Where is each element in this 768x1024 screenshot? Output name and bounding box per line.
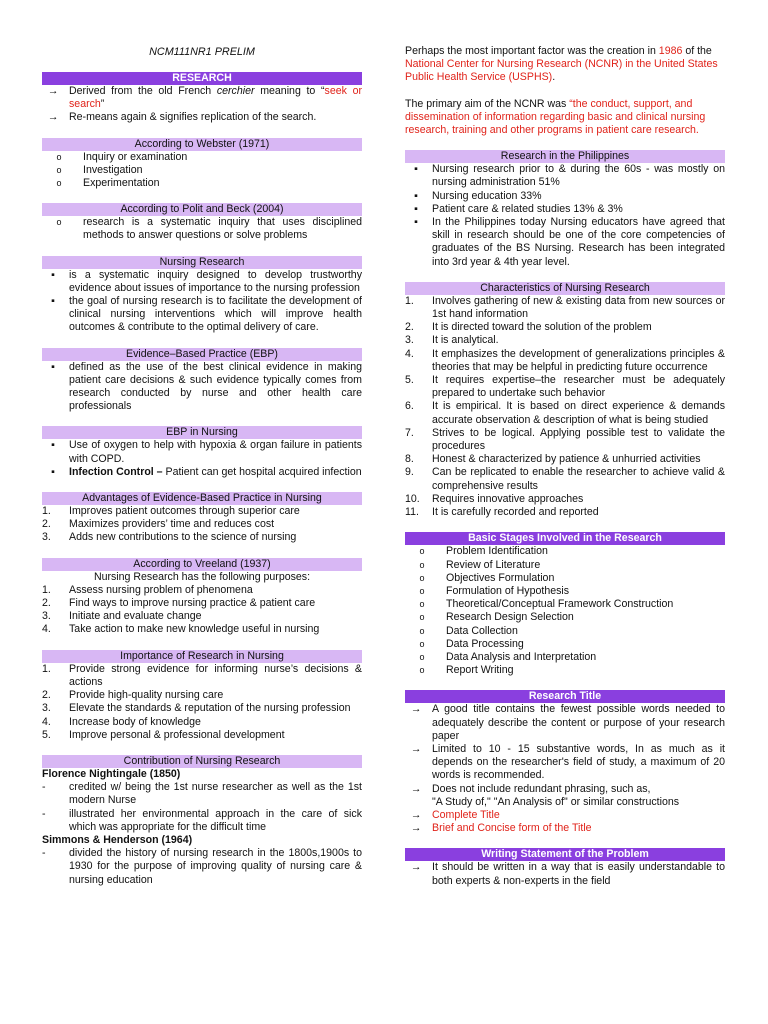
list-item: 3. Initiate and evaluate change [42,610,202,623]
list-item: o Data Analysis and Interpretation [405,651,725,664]
arrow-icon: → [410,822,422,835]
square-bullet-icon: ▪ [51,439,55,452]
list-item: 2. It is directed toward the solution of the problem [405,321,652,334]
square-bullet-icon: ▪ [51,465,55,478]
list-item: o Review of Literature [405,559,725,572]
dash-bullet-icon: - [42,781,46,794]
document-title: NCM111NR1 PRELIM [149,46,255,58]
philippines-heading: Research in the Philippines [405,150,725,163]
list-item: - divided the history of nursing research in the 1800s,1900s to 1930 for the purpose of improving quality of nursing care & nursing education [42,847,362,886]
list-item: ▪ In the Philippines today Nursing educators have agreed that skill in research should be one of the core competencies of graduates of the BS Nursing. Research has been integrated into 3rd year & 4th year level. [405,216,725,269]
stages-heading: Basic Stages Involved in the Research [405,532,725,545]
importance-heading: Importance of Research in Nursing [42,650,362,663]
research-title-heading: Research Title [405,690,725,703]
list-item: 3. Elevate the standards & reputation of the nursing profession [42,702,351,715]
circle-bullet-icon: o [419,638,425,649]
list-item: 2. Maximizes providers’ time and reduces cost [42,518,275,531]
square-bullet-icon: ▪ [414,163,418,176]
circle-bullet-icon: o [56,217,62,228]
list-item: 8. Honest & characterized by patience & unhurried activities [405,453,701,466]
circle-bullet-icon: o [419,585,425,596]
philippines-list [405,163,725,269]
list-item: 4. Increase body of knowledge [42,715,201,728]
webster-list [42,151,362,191]
list-item: → Brief and Concise form of the Title [405,822,725,835]
list-item: 4. Take action to make new knowledge useful in nursing [42,623,320,636]
webster-heading: According to Webster (1971) [42,138,362,151]
characteristics-heading: Characteristics of Nursing Research [405,282,725,295]
ebp-list [42,361,362,414]
list-item: o Data Collection [405,625,725,638]
arrow-icon: → [410,861,422,874]
circle-bullet-icon: o [56,178,62,189]
list-item: 1. Involves gathering of new & existing data from new sources or 1st hand information [405,294,725,321]
square-bullet-icon: ▪ [414,202,418,215]
list-item: o Experimentation [42,177,362,190]
list-item: 4. It emphasizes the development of generalizations principles & theories that may be helpful in predicting future occurrence [405,347,725,373]
list-item: 10. Requires innovative approaches [405,492,584,505]
vreeland-list [42,584,362,637]
list-item: → A good title contains the fewest possible words needed to adequately describe the content or purpose of your research paper [405,703,725,743]
list-item: 2. Find ways to improve nursing practice & patient care [42,597,316,610]
list-item: - illustrated her environmental approach in the care of sick which was appropriate for the difficult time [42,807,362,833]
list-item: o Research Design Selection [405,611,725,624]
list-item: 3. It is analytical. [405,334,499,347]
list-item: 5. It requires expertise–the researcher must be adequately prepared to undertake such behavior [405,374,725,400]
circle-bullet-icon: o [419,665,425,676]
ncnr-paragraph: Perhaps the most important factor was the creation in 1986 of the National Center for Nursing Research (NCNR) in the United States Public Health Service (USPHS). [405,45,718,84]
simmons-henderson-list [42,847,362,887]
advantages-list [42,505,362,545]
list-item: o Report Writing [405,664,725,677]
ebp-nursing-list [42,439,362,479]
square-bullet-icon: ▪ [414,216,418,229]
list-item: ▪ the goal of nursing research is to facilitate the development of clinical nursing interventions which will improve health outcomes & contribute to the optimal delivery of care. [42,295,362,335]
list-item: → Derived from the old French cerchier meaning to “seek or search” [42,85,362,111]
circle-bullet-icon: o [419,625,425,636]
circle-bullet-icon: o [56,164,62,175]
list-item: o Data Processing [405,638,725,651]
vreeland-intro: Nursing Research has the following purposes: [93,570,311,583]
dash-bullet-icon: - [42,807,46,820]
list-item: 6. It is empirical. It is based on direct experience & demands accurate observation & description of what is being studied [405,400,725,426]
list-item: 1. Improves patient outcomes through superior care [42,505,300,518]
square-bullet-icon: ▪ [51,295,55,308]
list-item: 2. Provide high-quality nursing care [42,689,224,702]
list-item: ▪ defined as the use of the best clinical evidence in making patient care decisions & such evidence typically comes from research conducted by nurse and other health care professionals [42,361,362,414]
list-item: 3. Adds new contributions to the science of nursing [42,531,297,544]
circle-bullet-icon: o [419,572,425,583]
list-item: ▪ Nursing education 33% [405,190,725,203]
arrow-icon: → [410,742,422,755]
list-item: 9. Can be replicated to enable the researcher to achieve valid & comprehensive results [405,466,725,492]
vreeland-heading: According to Vreeland (1937) [42,558,362,571]
circle-bullet-icon: o [419,599,425,610]
list-item: ▪ Patient care & related studies 13% & 3% [405,203,725,216]
list-item: o Inquiry or examination [42,151,362,164]
left-column [42,0,362,887]
ebp-heading: Evidence–Based Practice (EBP) [42,348,362,361]
polit-beck-heading: According to Polit and Beck (2004) [42,203,362,216]
ncnr-aim-paragraph: The primary aim of the NCNR was “the conduct, support, and dissemination of information regarding basic and clinical nursing research, training and other programs in patient care research. [405,97,706,137]
circle-bullet-icon: o [419,651,425,662]
ebp-nursing-heading: EBP in Nursing [42,426,362,439]
nightingale-list [42,781,362,834]
list-item: ▪ Use of oxygen to help with hypoxia & organ failure in patients with COPD. [42,439,362,465]
square-bullet-icon: ▪ [51,268,55,281]
list-item: o Objectives Formulation [405,572,725,585]
importance-list [42,663,362,742]
list-item: → Does not include redundant phrasing, such as, "A Study of," "An Analysis of" or similar constructions [405,783,725,809]
circle-bullet-icon: o [419,559,425,570]
polit-beck-list [42,216,362,242]
arrow-icon: → [47,85,59,97]
right-column [405,0,725,888]
list-item: → Complete Title [405,809,725,822]
statement-problem-list [405,861,725,887]
arrow-icon: → [410,782,422,795]
circle-bullet-icon: o [419,612,425,623]
list-item: o Formulation of Hypothesis [405,585,725,598]
list-item: → It should be written in a way that is easily understandable to both experts & non-experts in the field [405,861,725,887]
dash-bullet-icon: - [42,847,46,860]
list-item: o Investigation [42,164,362,177]
list-item: → Limited to 10 - 15 substantive words, In as much as it depends on the researcher's field of study, a maximum of 20 words is recommended. [405,743,725,783]
research-title-list [405,703,725,835]
list-item: 7. Strives to be logical. Applying possible test to validate the procedures [405,426,725,453]
list-item: 1. Assess nursing problem of phenomena [42,583,253,596]
list-item: 5. Improve personal & professional development [42,728,285,741]
arrow-icon: → [47,111,59,124]
nursing-research-heading: Nursing Research [42,256,362,269]
list-item: 11. It is carefully recorded and reported [405,506,599,519]
list-item: - credited w/ being the 1st nurse researcher as well as the 1st modern Nurse [42,781,362,807]
arrow-icon: → [410,703,422,716]
circle-bullet-icon: o [56,151,62,162]
list-item: ▪ Nursing research prior to & during the 60s - was mostly on nursing administration 51% [405,163,725,189]
list-item: → Re-means again & signifies replication of the search. [42,111,362,124]
statement-problem-heading: Writing Statement of the Problem [405,848,725,861]
simmons-henderson-name: Simmons & Henderson (1964) [42,833,193,846]
list-item: 1. Provide strong evidence for informing nurse’s decisions & actions [42,662,362,688]
advantages-heading: Advantages of Evidence-Based Practice in Nursing [42,492,362,505]
stages-list [405,545,725,677]
characteristics-list [405,295,725,519]
research-list [42,85,362,125]
square-bullet-icon: ▪ [51,360,55,373]
circle-bullet-icon: o [419,546,425,557]
list-item: o research is a systematic inquiry that uses disciplined methods to answer questions or solve problems [42,216,362,242]
nursing-research-list [42,269,362,335]
list-item: ▪ is a systematic inquiry designed to develop trustworthy evidence about issues of importance to the nursing profession [42,269,362,295]
square-bullet-icon: ▪ [414,189,418,202]
arrow-icon: → [410,808,422,821]
nightingale-name: Florence Nightingale (1850) [42,767,181,780]
contribution-heading: Contribution of Nursing Research [42,755,362,768]
list-item: ▪ Infection Control – Patient can get hospital acquired infection [42,466,362,479]
list-item: o Problem Identification [405,545,725,558]
research-heading: RESEARCH [42,72,362,85]
list-item: o Theoretical/Conceptual Framework Construction [405,598,725,611]
